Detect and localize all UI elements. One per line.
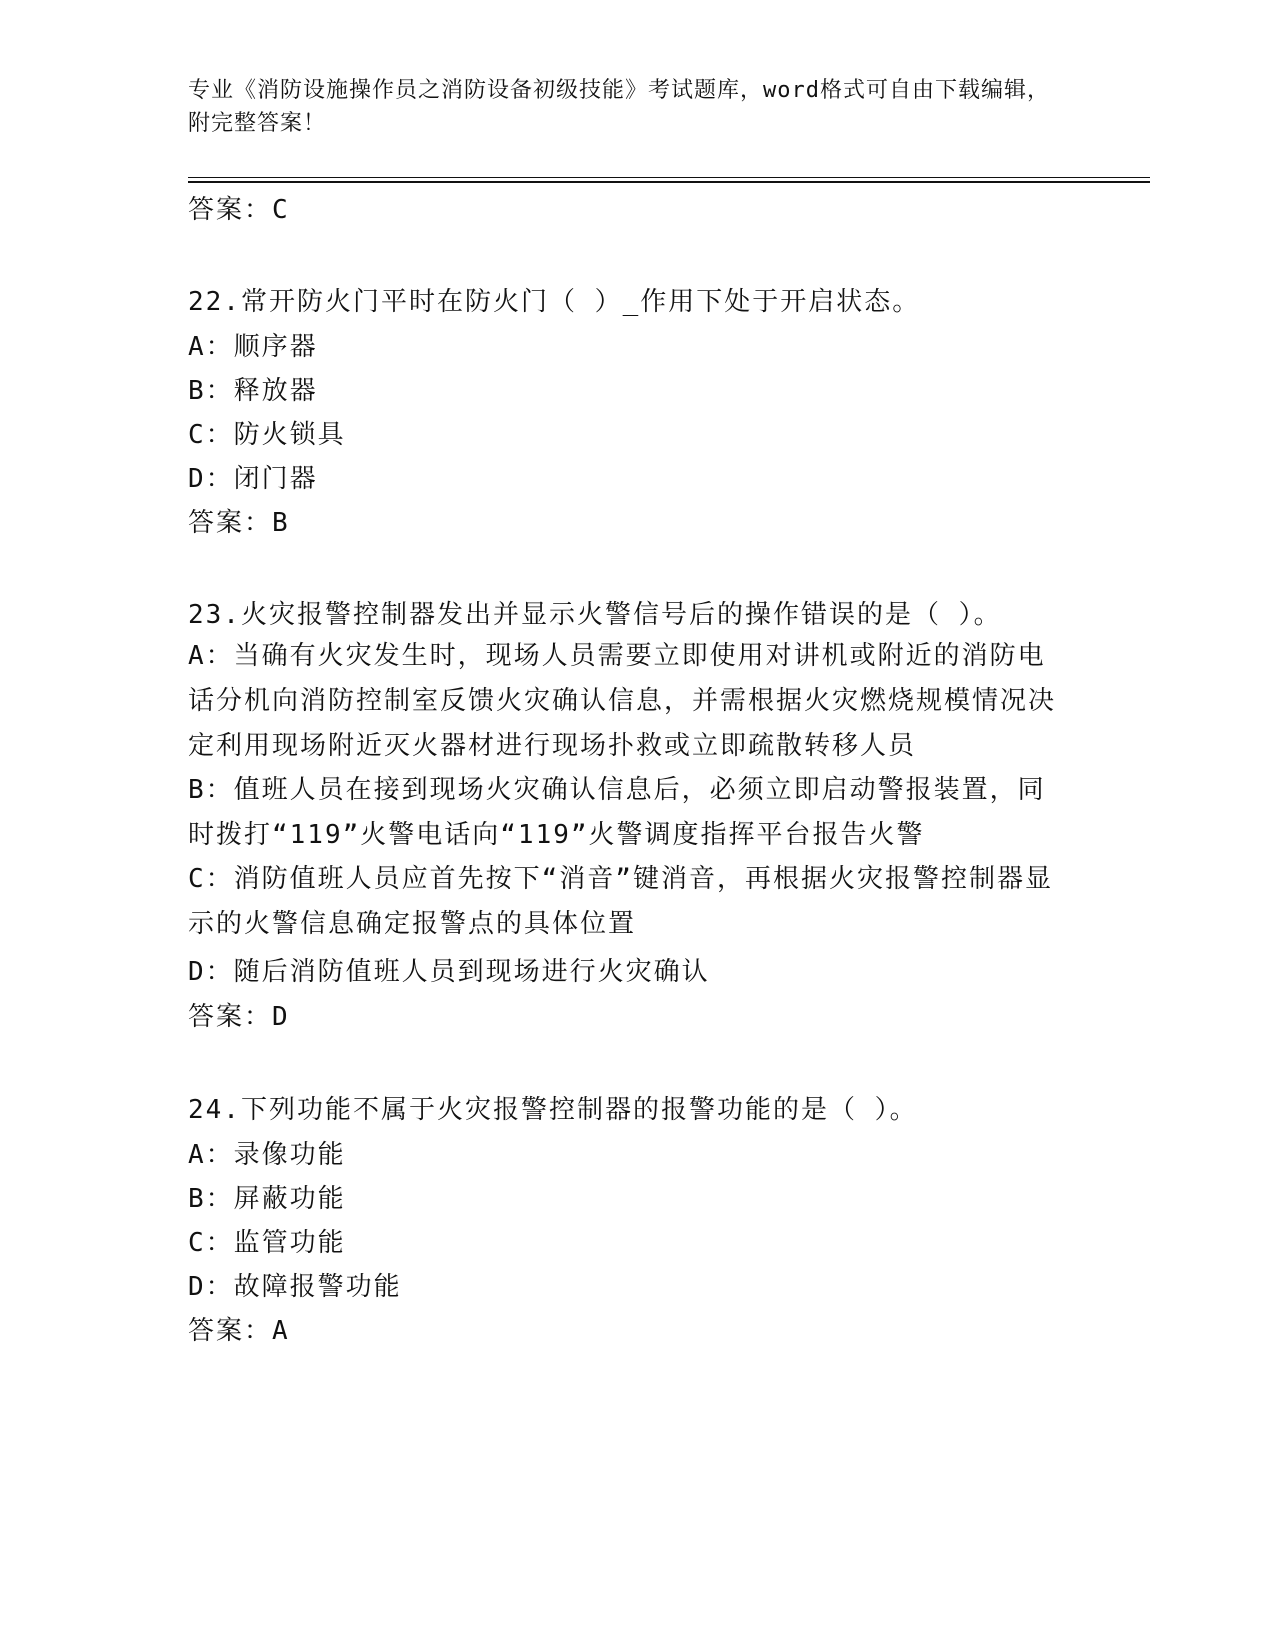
question-22-option-b: B：释放器 bbox=[188, 376, 318, 406]
question-23-option-c: C：消防值班人员应首先按下“消音”键消音，再根据火灾报警控制器显示的火警信息确定报警点的具体位置 bbox=[188, 864, 1053, 939]
question-22-stem: 22.常开防火门平时在防火门（ ）_作用下处于开启状态。 bbox=[188, 287, 921, 317]
question-22-answer bbox=[188, 506, 290, 540]
question-22-option-a: A：顺序器 bbox=[188, 332, 318, 362]
question-22-option-c: C：防火锁具 bbox=[188, 420, 346, 450]
answer-value: B bbox=[272, 508, 290, 538]
question-23-option-b: B：值班人员在接到现场火灾确认信息后，必须立即启动警报装置，同时拨打“119”火警电话向“119”火警调度指挥平台报告火警 bbox=[188, 775, 1046, 850]
answer-value: A bbox=[272, 1316, 290, 1346]
answer-label: 答案： bbox=[188, 1002, 273, 1032]
question-24-option-c: C：监管功能 bbox=[188, 1228, 346, 1258]
header-divider-thin bbox=[188, 177, 1150, 178]
answer-label: 答案： bbox=[188, 508, 273, 538]
previous-answer bbox=[188, 193, 290, 227]
header-divider-thick bbox=[188, 181, 1150, 183]
question-23-stem: 23.火灾报警控制器发出并显示火警信号后的操作错误的是（ ）。 bbox=[188, 600, 1002, 630]
answer-label: 答案： bbox=[188, 195, 273, 225]
document-header: 专业《消防设施操作员之消防设备初级技能》考试题库，word格式可自由下载编辑，附完整答案！ bbox=[188, 78, 1050, 136]
question-24-answer bbox=[188, 1314, 290, 1348]
question-24-stem: 24.下列功能不属于火灾报警控制器的报警功能的是（ ）。 bbox=[188, 1095, 918, 1125]
answer-label: 答案： bbox=[188, 1316, 273, 1346]
answer-value: C bbox=[272, 195, 290, 225]
question-23-answer bbox=[188, 1000, 290, 1034]
question-22-option-d: D：闭门器 bbox=[188, 464, 318, 494]
question-24-option-a: A：录像功能 bbox=[188, 1140, 346, 1170]
answer-value: D bbox=[272, 1002, 290, 1032]
question-23-option-a: A：当确有火灾发生时，现场人员需要立即使用对讲机或附近的消防电话分机向消防控制室反馈火灾确认信息，并需根据火灾燃烧规模情况决定利用现场附近灭火器材进行现场扑救或立即疏散转移人员 bbox=[188, 641, 1057, 761]
question-23-option-d: D：随后消防值班人员到现场进行火灾确认 bbox=[188, 957, 710, 987]
question-24-option-d: D：故障报警功能 bbox=[188, 1272, 402, 1302]
question-24-option-b: B：屏蔽功能 bbox=[188, 1184, 346, 1214]
